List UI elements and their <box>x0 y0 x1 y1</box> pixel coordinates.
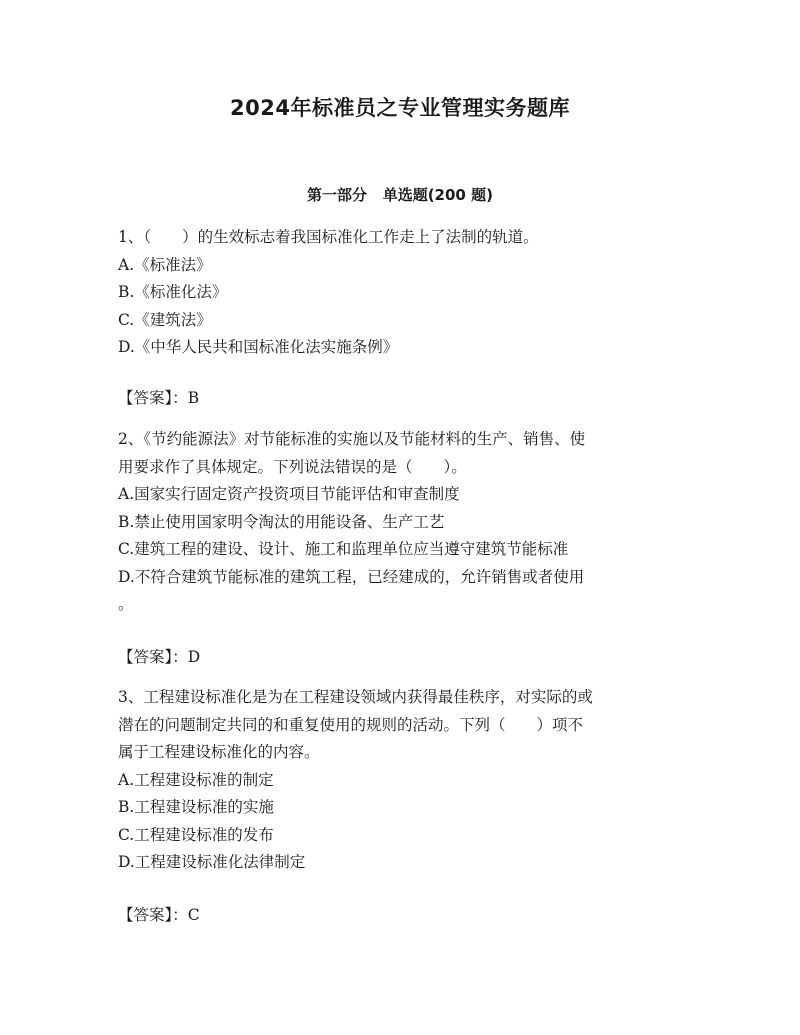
option-c: C.建筑工程的建设、设计、施工和监理单位应当遵守建筑节能标准 <box>118 540 569 558</box>
option-c: C.《建筑法》 <box>118 310 212 329</box>
question-3 <box>118 684 684 877</box>
option-b: B.《标准化法》 <box>118 283 228 301</box>
option-c: C.工程建设标准的发布 <box>118 825 274 844</box>
question-2 <box>118 426 684 619</box>
question-stem-line: 属于工程建设标准化的内容。 <box>118 743 320 761</box>
document-title: 2024年标准员之专业管理实务题库 <box>230 96 570 120</box>
option-b: B.工程建设标准的实施 <box>118 798 274 816</box>
option-a: A.国家实行固定资产投资项目节能评估和审查制度 <box>118 485 460 503</box>
answer-1: 【答案】：B <box>118 389 200 407</box>
answer-3: 【答案】：C <box>118 906 200 924</box>
option-d: D.《中华人民共和国标准化法实施条例》 <box>118 338 399 356</box>
answer-2: 【答案】：D <box>118 648 201 666</box>
section-heading: 第一部分 单选题(200 题) <box>307 186 493 204</box>
question-stem-line: 3、工程建设标准化是为在工程建设领域内获得最佳秩序，对实际的或 <box>118 688 593 706</box>
question-stem-line: 2、《节约能源法》对节能标准的实施以及节能材料的生产、销售、使 <box>118 430 586 448</box>
option-d: D.不符合建筑节能标准的建筑工程，已经建成的，允许销售或者使用 <box>118 567 585 586</box>
option-d: D.工程建设标准化法律制定 <box>118 853 306 871</box>
question-stem-line: 用要求作了具体规定。下列说法错误的是（ ）。 <box>118 457 467 476</box>
option-b: B.禁止使用国家明令淘汰的用能设备、生产工艺 <box>118 512 445 531</box>
question-stem-line: 潜在的问题制定共同的和重复使用的规则的活动。下列（ ）项不 <box>118 715 584 734</box>
option-d-continuation: 。 <box>118 595 134 613</box>
question-stem-line: 1、（ ）的生效标志着我国标准化工作走上了法制的轨道。 <box>118 228 539 246</box>
option-a: A.《标准法》 <box>118 255 212 274</box>
question-1 <box>118 224 684 362</box>
option-a: A.工程建设标准的制定 <box>118 770 274 789</box>
